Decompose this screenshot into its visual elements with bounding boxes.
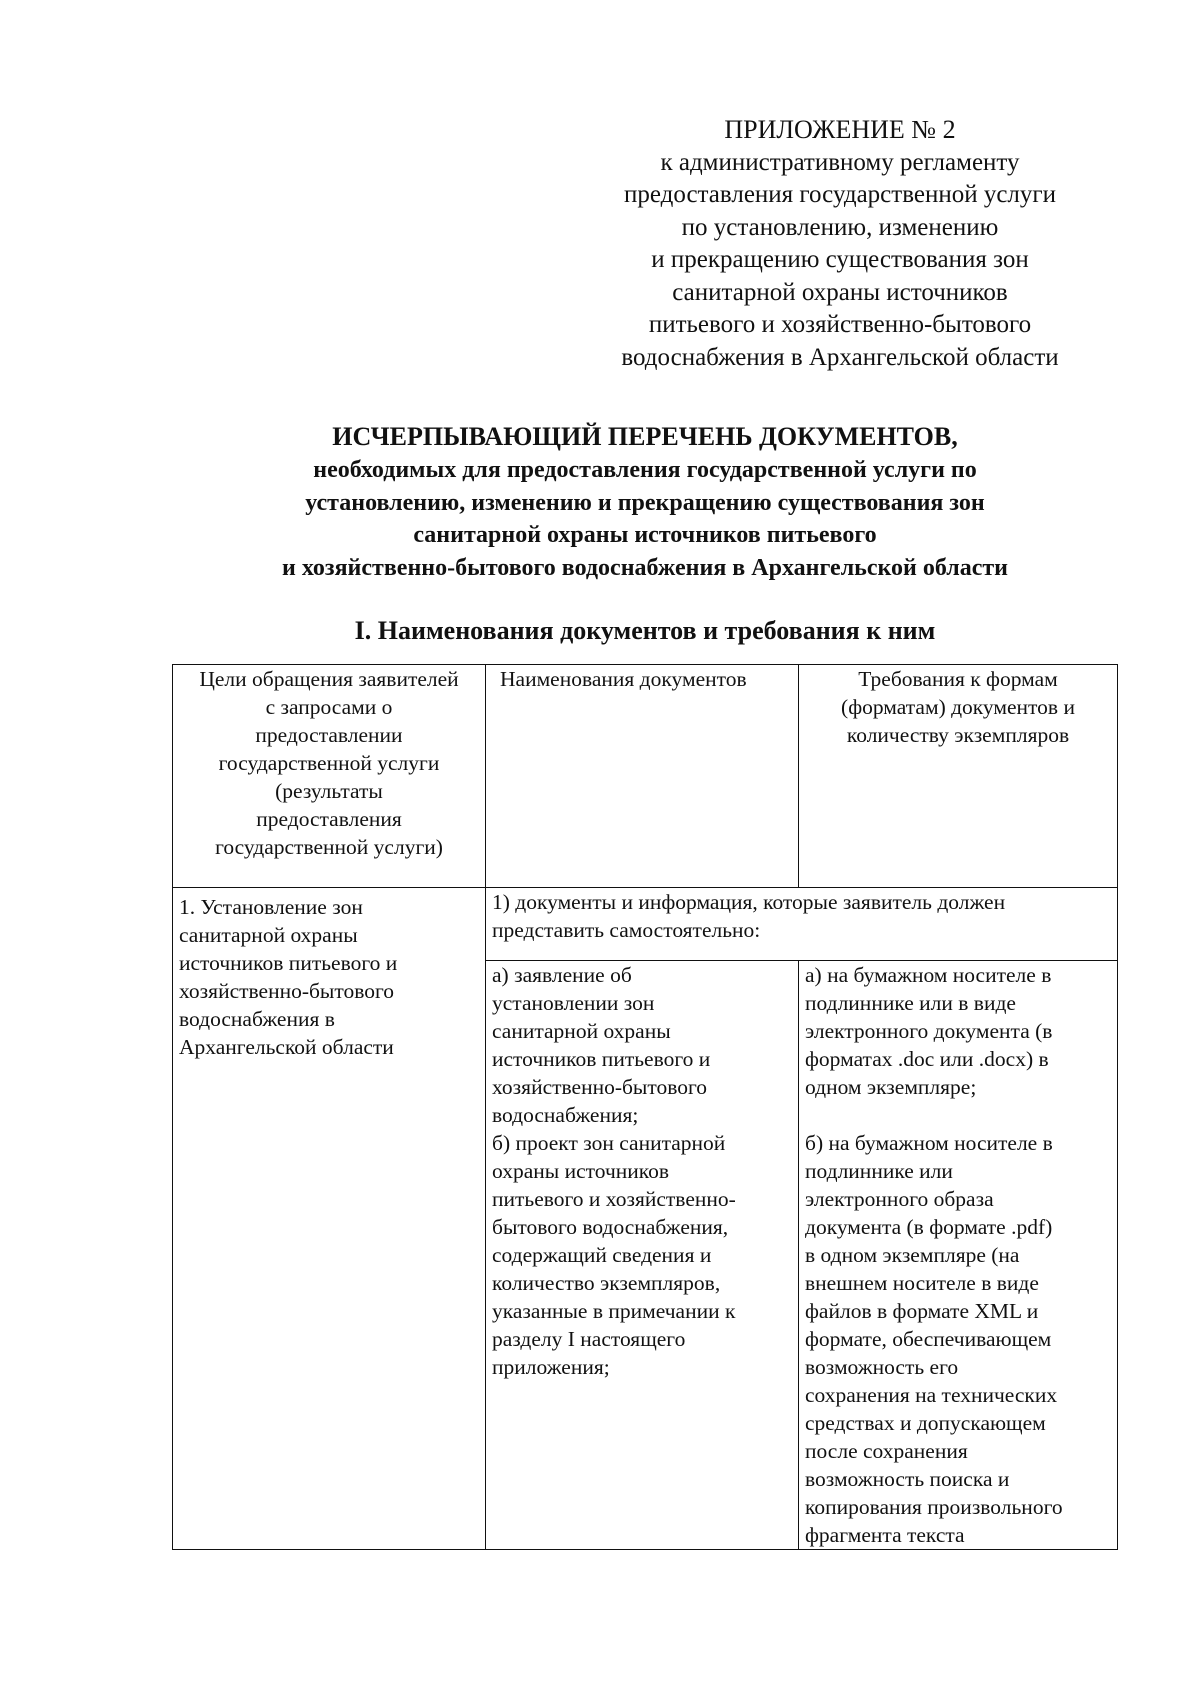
- goal-line: санитарной охраны: [179, 923, 358, 947]
- goal-cell: [173, 888, 486, 1550]
- requirement-item-line: фрагмента текста: [805, 1523, 965, 1547]
- document-item-line: источников питьевого и: [492, 1047, 711, 1071]
- goal-line: Архангельской области: [179, 1035, 394, 1059]
- header-goals-line: Цели обращения заявителей: [199, 667, 459, 691]
- document-item-line: разделу I настоящего: [492, 1327, 686, 1351]
- document-item-line: количество экземпляров,: [492, 1271, 721, 1295]
- requirement-item-line: средствах и допускающем: [805, 1411, 1046, 1435]
- goal-line: водоснабжения в: [179, 1007, 335, 1031]
- header-goals-line: предоставлении: [255, 723, 403, 747]
- appendix-line: питьевого и хозяйственно-бытового: [648, 311, 1032, 338]
- appendix-title: ПРИЛОЖЕНИЕ № 2: [724, 115, 956, 144]
- header-goals: [173, 665, 486, 888]
- requirements-cell: [799, 961, 1118, 1550]
- goal-line: 1. Установление зон: [179, 895, 363, 919]
- appendix-line: по установлению, изменению: [681, 213, 999, 241]
- requirement-item-line: б) на бумажном носителе в: [805, 1131, 1053, 1155]
- goal-line: источников питьевого и: [179, 951, 398, 975]
- section-heading: I. Наименования документов и требования к ним: [354, 616, 936, 645]
- document-title-line: установлению, изменению и прекращению существования зон: [305, 489, 985, 516]
- requirement-item-line: а) на бумажном носителе в: [805, 963, 1052, 987]
- table-header-row: [173, 665, 1118, 888]
- document-title: [150, 420, 1140, 584]
- document-item-line: содержащий сведения и: [492, 1243, 712, 1267]
- goal-line: хозяйственно-бытового: [179, 979, 395, 1003]
- header-requirements-line: количеству экземпляров: [846, 723, 1070, 747]
- requirements-table: [172, 664, 1118, 1550]
- requirement-item-line: форматах .doc или .docx) в: [805, 1047, 1049, 1071]
- appendix-line: и прекращению существования зон: [651, 246, 1029, 273]
- requirement-item-line: копирования произвольного: [805, 1495, 1063, 1519]
- document-title-line: необходимых для предоставления государственной услуги по: [313, 457, 977, 483]
- requirement-item-line: сохранения на технических: [805, 1383, 1058, 1407]
- document-item-line: питьевого и хозяйственно-: [492, 1187, 736, 1211]
- requirement-item-line: формате, обеспечивающем: [805, 1327, 1052, 1351]
- document-item-line: водоснабжения;: [492, 1103, 639, 1127]
- document-item-line: охраны источников: [492, 1159, 670, 1183]
- header-documents-line: Наименования документов: [500, 667, 747, 691]
- header-goals-line: (результаты: [275, 779, 383, 803]
- document-item-line: указанные в примечании к: [492, 1299, 736, 1323]
- header-requirements-line: (форматам) документов и: [841, 695, 1075, 719]
- table-row: [173, 888, 1118, 961]
- requirement-item-line: электронного образа: [805, 1187, 994, 1211]
- requirement-item-line: файлов в формате XML и: [805, 1299, 1039, 1323]
- header-goals-line: с запросами о: [265, 695, 393, 719]
- document-title-line: санитарной охраны источников питьевого: [413, 522, 877, 548]
- document-item-line: а) заявление об: [492, 963, 632, 987]
- document-item-line: санитарной охраны: [492, 1019, 671, 1043]
- appendix-header: [560, 114, 1120, 374]
- header-requirements: [799, 665, 1118, 888]
- document-item-line: бытового водоснабжения,: [492, 1215, 729, 1239]
- requirement-item-line: одном экземпляре;: [805, 1075, 977, 1099]
- header-documents: [486, 665, 799, 888]
- appendix-line: санитарной охраны источников: [672, 278, 1008, 306]
- header-goals-line: предоставления: [256, 807, 402, 831]
- requirement-item-line: после сохранения: [805, 1439, 968, 1463]
- document-item-line: приложения;: [492, 1355, 610, 1379]
- header-goals-line: государственной услуги: [218, 751, 440, 775]
- appendix-line: водоснабжения в Архангельской области: [621, 343, 1059, 371]
- requirement-item-line: электронного документа (в: [805, 1019, 1053, 1043]
- document-item-line: б) проект зон санитарной: [492, 1131, 726, 1155]
- header-goals-line: государственной услуги): [215, 835, 443, 859]
- appendix-line: к административному регламенту: [660, 148, 1020, 176]
- requirement-item-line: подлиннике или в виде: [805, 991, 1016, 1015]
- document-item-line: установлении зон: [492, 991, 655, 1015]
- requirement-item-line: в одном экземпляре (на: [805, 1243, 1020, 1267]
- document-title-main: ИСЧЕРПЫВАЮЩИЙ ПЕРЕЧЕНЬ ДОКУМЕНТОВ,: [332, 422, 958, 451]
- documents-cell: [486, 961, 799, 1550]
- requirement-item-line: документа (в формате .pdf): [805, 1215, 1053, 1239]
- requirement-item-line: внешнем носителе в виде: [805, 1271, 1039, 1295]
- requirement-item-line: возможность его: [805, 1355, 959, 1379]
- document-title-line: и хозяйственно-бытового водоснабжения в Архангельской области: [282, 554, 1008, 581]
- requirement-item-line: возможность поиска и: [805, 1467, 1010, 1491]
- requirement-item-line: подлиннике или: [805, 1159, 953, 1183]
- header-requirements-line: Требования к формам: [858, 667, 1058, 691]
- paragraph-gap: [805, 1101, 1111, 1129]
- appendix-line: предоставления государственной услуги: [623, 181, 1057, 208]
- documents-group-cell: [486, 888, 1118, 961]
- documents-group-line: 1) документы и информация, которые заявитель должен: [492, 890, 1006, 914]
- documents-group-line: представить самостоятельно:: [492, 918, 761, 942]
- document-item-line: хозяйственно-бытового: [492, 1075, 708, 1099]
